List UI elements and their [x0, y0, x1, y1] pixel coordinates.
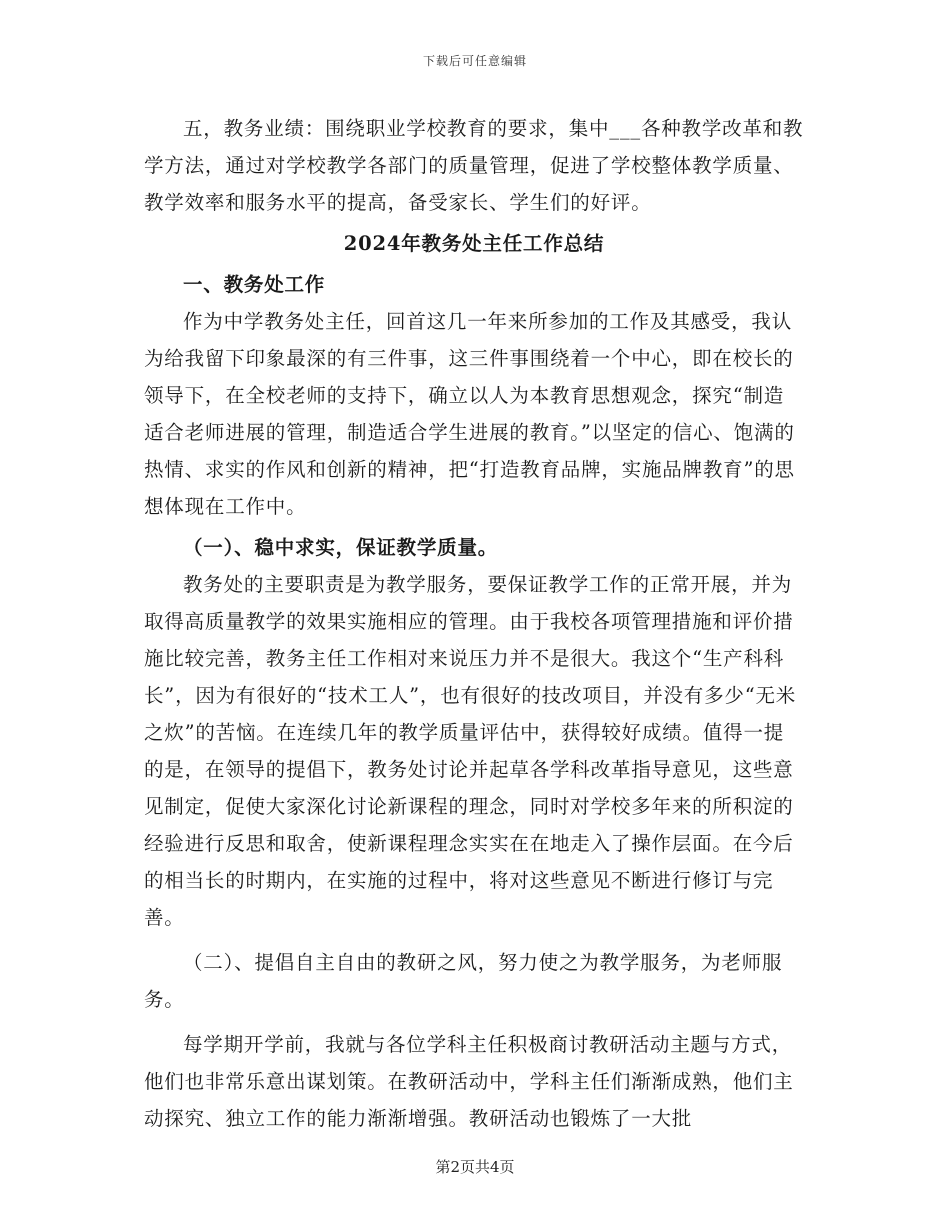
document-title: 2024年教务处主任工作总结 — [343, 232, 605, 255]
paragraph-1: 作为中学教务处主任，回首这几一年来所参加的工作及其感受，我认为给我留下印象最深的有三件事，这三件事围绕着一个中心，即在校长的领导下，在全校老师的支持下，确立以人为本教育思想观念，探究“制造适合老师进展的管理，制造适合学生进展的教育。”以坚定的信心、饱满的热情、求实的作风和创新的精神，把“打造教育品牌，实施品牌教育”的思想体现在工作中。 — [144, 310, 795, 518]
section-heading-1: 一、教务处工作 — [183, 273, 326, 296]
subsection-heading-1: （一）、稳中求实，保证教学质量。 — [183, 536, 499, 559]
paragraph-2: 教务处的主要职责是为教学服务，要保证教学工作的正常开展，并为取得高质量教学的效果实施相应的管理。由于我校各项管理措施和评价措施比较完善，教务主任工作相对来说压力并不是很大。我这个“生产科科长”，因为有很好的“技术工人”，也有很好的技改项目，并没有多少“无米之炊”的苦恼。在连续几年的教学质量评估中，获得较好成绩。值得一提的是，在领导的提倡下，教务处讨论并起草各学科改革指导意见，这些意见制定，促使大家深化讨论新课程的理念，同时对学校多年来的所积淀的经验进行反思和取舍，使新课程理念实实在在地走入了操作层面。在今后的相当长的时期内，在实施的过程中，将对这些意见不断进行修订与完善。 — [144, 573, 797, 929]
intro-paragraph: 五，教务业绩：围绕职业学校教育的要求，集中___各种教学改革和教学方法，通过对学校教学各部门的质量管理，促进了学校整体教学质量、教学效率和服务水平的提高，备受家长、学生们的好评。 — [144, 117, 804, 214]
paragraph-3: 每学期开学前，我就与各位学科主任积极商讨教研活动主题与方式，他们也非常乐意出谋划策。在教研活动中，学科主任们渐渐成熟，他们主动探究、独立工作的能力渐渐增强。教研活动也锻炼了一大批 — [144, 1033, 794, 1130]
page-footer: 第2页共4页 — [435, 1158, 515, 1176]
subsection-heading-2: （二）、提倡自主自由的教研之风，努力使之为教学服务，为老师服务。 — [144, 951, 783, 1011]
page-header: 下载后可任意编辑 — [422, 54, 527, 68]
document-body — [144, 110, 804, 1137]
